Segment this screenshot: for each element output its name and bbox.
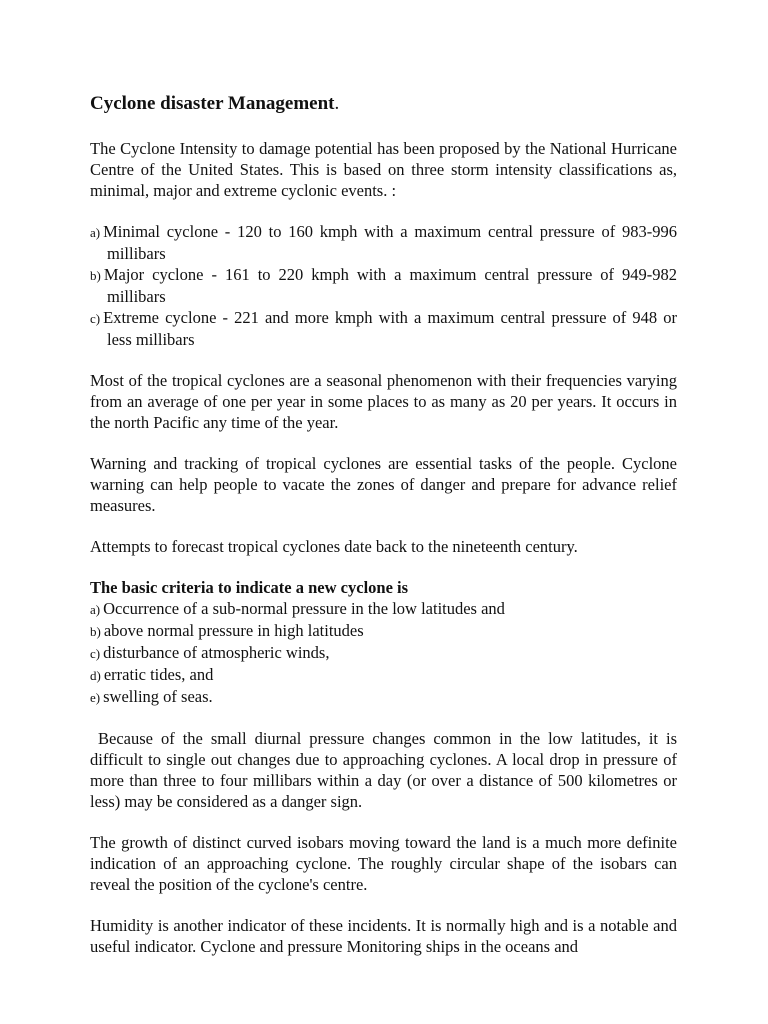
list-marker: c) <box>90 646 101 661</box>
criteria-heading: The basic criteria to indicate a new cyclone is <box>90 578 409 597</box>
list-marker: b) <box>90 624 101 639</box>
list-marker: d) <box>90 668 101 683</box>
list-item <box>90 598 677 620</box>
classification-list <box>90 221 677 350</box>
list-marker: a) <box>90 602 101 617</box>
isobars-paragraph: The growth of distinct curved isobars moving toward the land is a much more definite indication of an approaching cyclone. The roughly circular shape of the isobars can reveal the position of the cyclone's centre. <box>90 833 677 894</box>
list-item-text: Occurrence of a sub-normal pressure in the low latitudes and <box>103 599 505 618</box>
list-item <box>90 620 677 642</box>
list-item-text: above normal pressure in high latitudes <box>103 621 364 640</box>
list-item-text: erratic tides, and <box>103 665 214 684</box>
seasonal-paragraph: Most of the tropical cyclones are a seasonal phenomenon with their frequencies varying from an average of one per year in some places to as many as 20 per years. It occurs in the north Pacific any time of the year. <box>90 371 677 432</box>
list-item-text: disturbance of atmospheric winds, <box>103 643 330 662</box>
forecast-paragraph: Attempts to forecast tropical cyclones date back to the nineteenth century. <box>90 537 578 556</box>
list-marker: a) <box>90 225 101 240</box>
warning-paragraph: Warning and tracking of tropical cyclones are essential tasks of the people. Cyclone warning can help people to vacate the zones of danger and prepare for advance relief measures. <box>90 454 677 515</box>
list-item <box>90 664 677 686</box>
document-page <box>90 92 682 977</box>
document-title <box>90 92 677 116</box>
humidity-paragraph: Humidity is another indicator of these incidents. It is normally high and is a notable and useful indicator. Cyclone and pressure Monitoring ships in the oceans and <box>90 916 677 956</box>
list-item-text: Minimal cyclone - 120 to 160 kmph with a maximum central pressure of 983-996 millibars <box>103 222 677 263</box>
title-period: . <box>334 93 340 114</box>
title-text: Cyclone disaster Management <box>90 93 335 114</box>
list-item-text: Major cyclone - 161 to 220 kmph with a maximum central pressure of 949-982 millibars <box>103 265 677 306</box>
list-item <box>90 642 677 664</box>
list-item <box>90 264 677 307</box>
list-marker: b) <box>90 268 101 283</box>
intro-paragraph: The Cyclone Intensity to damage potential has been proposed by the National Hurricane Centre of the United States. This is based on three storm intensity classifications as, minimal, major and extreme cyclonic events. : <box>90 139 677 200</box>
list-marker: e) <box>90 690 101 705</box>
list-item-text: Extreme cyclone - 221 and more kmph with a maximum central pressure of 948 or less millibars <box>103 308 677 349</box>
diurnal-paragraph: Because of the small diurnal pressure changes common in the low latitudes, it is difficult to single out changes due to approaching cyclones. A local drop in pressure of more than three to four millibars within a day (or over a distance of 500 kilometres or less) may be considered as a danger sign. <box>90 729 682 811</box>
list-item <box>90 686 677 708</box>
list-item <box>90 221 677 264</box>
list-item <box>90 307 677 350</box>
list-item-text: swelling of seas. <box>103 687 213 706</box>
criteria-list <box>90 598 677 708</box>
list-marker: c) <box>90 311 101 326</box>
